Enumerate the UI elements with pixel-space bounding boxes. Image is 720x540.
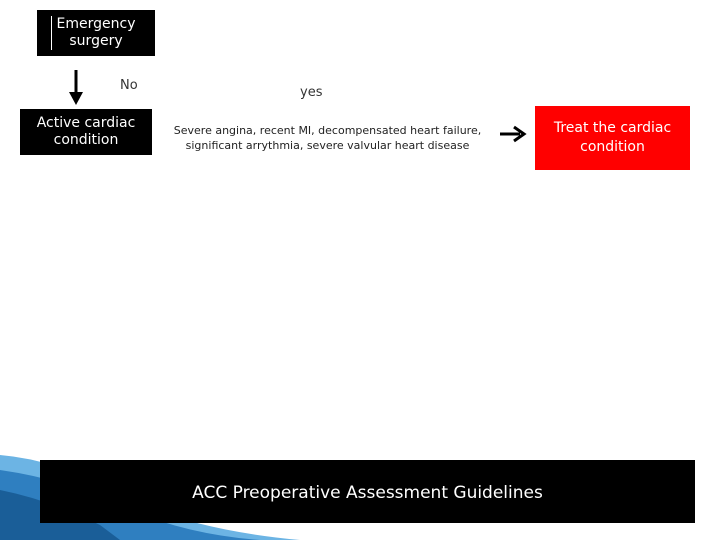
no-label: No — [120, 78, 138, 93]
treat-line2: condition — [580, 139, 645, 155]
right-arrow-icon — [500, 124, 530, 144]
emergency-line1: Emergency — [56, 16, 136, 32]
down-arrow-icon — [66, 70, 86, 106]
active-line2: condition — [53, 132, 119, 148]
treat-cardiac-condition-box — [535, 106, 690, 170]
footer-title-bar — [40, 460, 695, 523]
conditions-line2: significant arrythmia, severe valvular heart disease — [185, 139, 470, 152]
box-inner-divider — [51, 16, 52, 50]
conditions-text — [155, 123, 500, 153]
treat-line1: Treat the cardiac — [553, 120, 672, 136]
conditions-line1: Severe angina, recent MI, decompensated heart failure, — [173, 124, 482, 137]
active-line1: Active cardiac — [36, 115, 136, 131]
footer-title: ACC Preoperative Assessment Guidelines — [192, 482, 543, 503]
emergency-surgery-box — [36, 10, 155, 56]
emergency-line2: surgery — [69, 33, 123, 49]
yes-label: yes — [300, 85, 323, 100]
active-cardiac-condition-box — [20, 109, 152, 155]
